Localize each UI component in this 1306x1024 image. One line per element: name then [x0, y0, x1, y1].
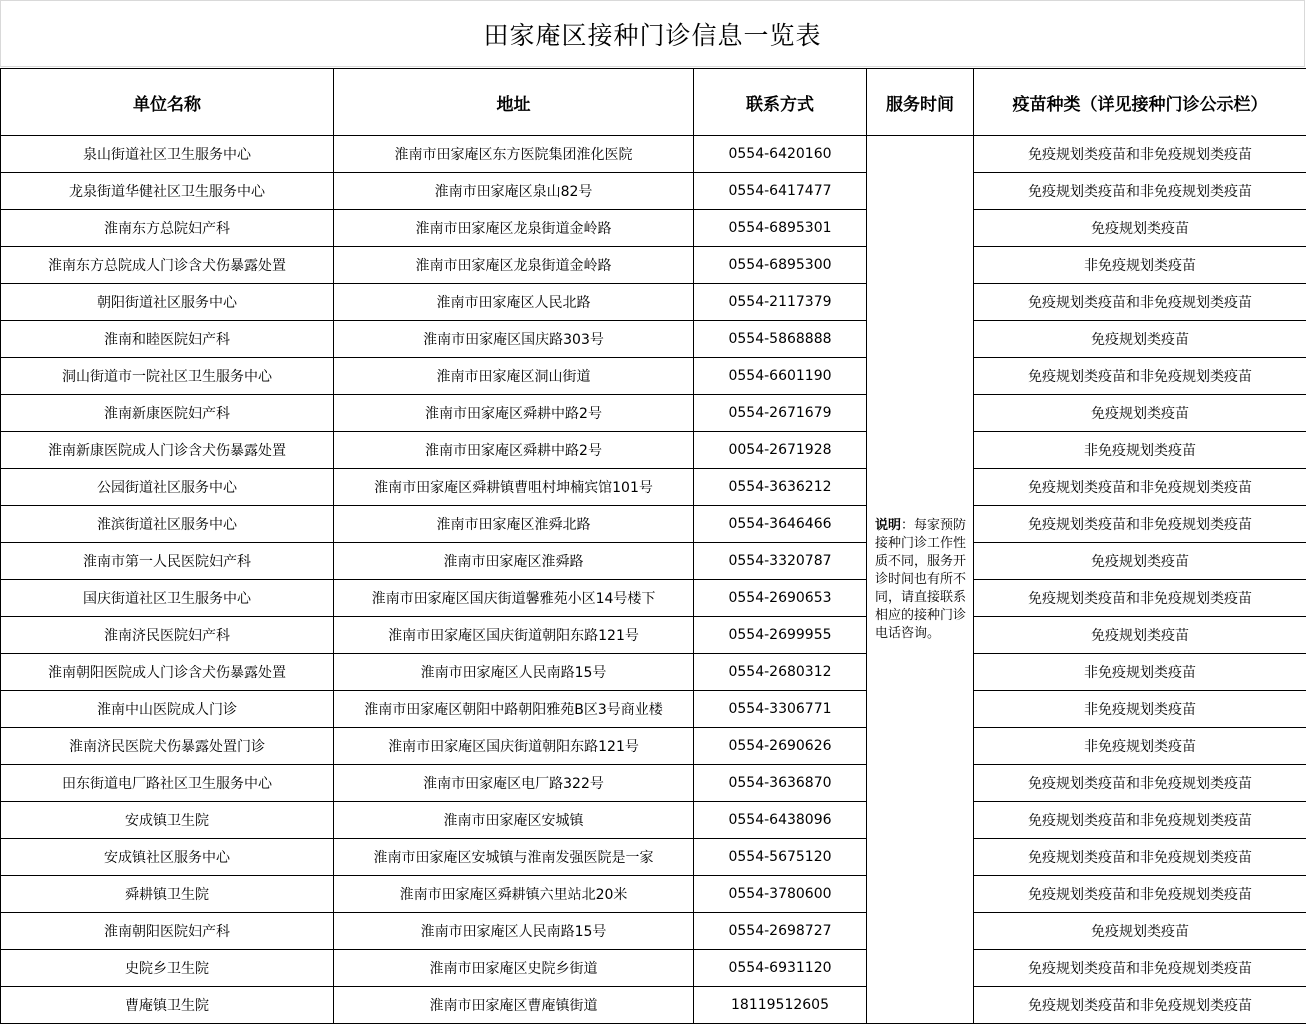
cell-name: 舜耕镇卫生院 — [1, 876, 334, 913]
cell-phone: 0554-3636212 — [694, 469, 867, 506]
table-row — [1, 432, 1306, 469]
cell-phone: 0554-6601190 — [694, 358, 867, 395]
cell-vaccine-type: 免疫规划类疫苗 — [974, 617, 1306, 654]
cell-phone: 0554-5675120 — [694, 839, 867, 876]
cell-address: 淮南市田家庵区史院乡街道 — [334, 950, 694, 987]
cell-phone: 0554-2698727 — [694, 913, 867, 950]
cell-phone: 0554-2699955 — [694, 617, 867, 654]
table-row — [1, 136, 1306, 173]
cell-name: 淮南济民医院妇产科 — [1, 617, 334, 654]
header-vaccine-type: 疫苗种类（详见接种门诊公示栏） — [974, 69, 1306, 136]
cell-phone: 0554-6895301 — [694, 210, 867, 247]
cell-address: 淮南市田家庵区人民南路15号 — [334, 654, 694, 691]
table-row — [1, 839, 1306, 876]
cell-name: 淮南新康医院妇产科 — [1, 395, 334, 432]
cell-address: 淮南市田家庵区舜耕镇六里站北20米 — [334, 876, 694, 913]
cell-phone: 18119512605 — [694, 987, 867, 1024]
cell-name: 淮南新康医院成人门诊含犬伤暴露处置 — [1, 432, 334, 469]
cell-name: 史院乡卫生院 — [1, 950, 334, 987]
cell-phone: 0554-6417477 — [694, 173, 867, 210]
cell-name: 龙泉街道华健社区卫生服务中心 — [1, 173, 334, 210]
cell-name: 淮南东方总院妇产科 — [1, 210, 334, 247]
cell-address: 淮南市田家庵区龙泉街道金岭路 — [334, 210, 694, 247]
table-row — [1, 913, 1306, 950]
cell-name: 国庆街道社区卫生服务中心 — [1, 580, 334, 617]
cell-vaccine-type: 免疫规划类疫苗和非免疫规划类疫苗 — [974, 987, 1306, 1024]
cell-name: 淮南朝阳医院妇产科 — [1, 913, 334, 950]
cell-vaccine-type: 免疫规划类疫苗 — [974, 321, 1306, 358]
table-row — [1, 654, 1306, 691]
table-row — [1, 173, 1306, 210]
cell-name: 曹庵镇卫生院 — [1, 987, 334, 1024]
cell-vaccine-type: 免疫规划类疫苗和非免疫规划类疫苗 — [974, 284, 1306, 321]
cell-address: 淮南市田家庵区龙泉街道金岭路 — [334, 247, 694, 284]
cell-address: 淮南市田家庵区舜耕中路2号 — [334, 395, 694, 432]
cell-vaccine-type: 免疫规划类疫苗和非免疫规划类疫苗 — [974, 506, 1306, 543]
cell-address: 淮南市田家庵区国庆路303号 — [334, 321, 694, 358]
table-row — [1, 765, 1306, 802]
table-row — [1, 321, 1306, 358]
cell-phone: 0554-6931120 — [694, 950, 867, 987]
cell-phone: 0554-2690653 — [694, 580, 867, 617]
cell-vaccine-type: 免疫规划类疫苗 — [974, 913, 1306, 950]
cell-address: 淮南市田家庵区人民北路 — [334, 284, 694, 321]
cell-address: 淮南市田家庵区电厂路322号 — [334, 765, 694, 802]
cell-name: 公园街道社区服务中心 — [1, 469, 334, 506]
table-row — [1, 506, 1306, 543]
table-row — [1, 247, 1306, 284]
cell-address: 淮南市田家庵区淮舜北路 — [334, 506, 694, 543]
cell-name: 淮南济民医院犬伤暴露处置门诊 — [1, 728, 334, 765]
table-row — [1, 728, 1306, 765]
cell-address: 淮南市田家庵区国庆街道朝阳东路121号 — [334, 728, 694, 765]
cell-vaccine-type: 非免疫规划类疫苗 — [974, 247, 1306, 284]
table-row — [1, 876, 1306, 913]
cell-name: 安成镇社区服务中心 — [1, 839, 334, 876]
page-title: 田家庵区接种门诊信息一览表 — [483, 16, 821, 52]
cell-address: 淮南市田家庵区朝阳中路朝阳雅苑B区3号商业楼 — [334, 691, 694, 728]
cell-phone: 0554-6420160 — [694, 136, 867, 173]
cell-address: 淮南市田家庵区舜耕中路2号 — [334, 432, 694, 469]
cell-address: 淮南市田家庵区泉山82号 — [334, 173, 694, 210]
cell-name: 洞山街道市一院社区卫生服务中心 — [1, 358, 334, 395]
cell-address: 淮南市田家庵区安城镇 — [334, 802, 694, 839]
note-label: 说明 — [875, 518, 901, 533]
cell-phone: 0554-5868888 — [694, 321, 867, 358]
cell-address: 淮南市田家庵区国庆街道朝阳东路121号 — [334, 617, 694, 654]
cell-name: 淮南东方总院成人门诊含犬伤暴露处置 — [1, 247, 334, 284]
cell-address: 淮南市田家庵区淮舜路 — [334, 543, 694, 580]
table-row — [1, 691, 1306, 728]
cell-phone: 0554-2680312 — [694, 654, 867, 691]
cell-vaccine-type: 免疫规划类疫苗和非免疫规划类疫苗 — [974, 876, 1306, 913]
cell-vaccine-type: 免疫规划类疫苗 — [974, 543, 1306, 580]
cell-vaccine-type: 免疫规划类疫苗和非免疫规划类疫苗 — [974, 765, 1306, 802]
cell-name: 田东街道电厂路社区卫生服务中心 — [1, 765, 334, 802]
cell-phone: 0554-6895300 — [694, 247, 867, 284]
cell-phone: 0554-2690626 — [694, 728, 867, 765]
table-row — [1, 617, 1306, 654]
cell-vaccine-type: 免疫规划类疫苗和非免疫规划类疫苗 — [974, 580, 1306, 617]
cell-name: 朝阳街道社区服务中心 — [1, 284, 334, 321]
cell-name: 安成镇卫生院 — [1, 802, 334, 839]
cell-name: 淮南和睦医院妇产科 — [1, 321, 334, 358]
cell-address: 淮南市田家庵区安城镇与淮南发强医院是一家 — [334, 839, 694, 876]
cell-vaccine-type: 免疫规划类疫苗和非免疫规划类疫苗 — [974, 136, 1306, 173]
cell-vaccine-type: 免疫规划类疫苗和非免疫规划类疫苗 — [974, 950, 1306, 987]
cell-address: 淮南市田家庵区舜耕镇曹咀村坤楠宾馆101号 — [334, 469, 694, 506]
cell-address: 淮南市田家庵区曹庵镇街道 — [334, 987, 694, 1024]
header-service-time: 服务时间 — [867, 69, 974, 136]
table-row — [1, 802, 1306, 839]
cell-phone: 0554-3646466 — [694, 506, 867, 543]
header-name: 单位名称 — [1, 69, 334, 136]
table-row — [1, 358, 1306, 395]
table-row — [1, 987, 1306, 1024]
cell-address: 淮南市田家庵区洞山街道 — [334, 358, 694, 395]
service-time-note — [867, 136, 974, 1024]
cell-name: 泉山街道社区卫生服务中心 — [1, 136, 334, 173]
table-row — [1, 210, 1306, 247]
cell-name: 淮南中山医院成人门诊 — [1, 691, 334, 728]
cell-name: 淮南朝阳医院成人门诊含犬伤暴露处置 — [1, 654, 334, 691]
cell-vaccine-type: 免疫规划类疫苗和非免疫规划类疫苗 — [974, 802, 1306, 839]
table-row — [1, 469, 1306, 506]
cell-phone: 0554-3636870 — [694, 765, 867, 802]
table-row — [1, 284, 1306, 321]
clinic-table — [0, 68, 1306, 1024]
cell-phone: 0554-3306771 — [694, 691, 867, 728]
header-phone: 联系方式 — [694, 69, 867, 136]
cell-phone: 0054-2671928 — [694, 432, 867, 469]
cell-vaccine-type: 免疫规划类疫苗 — [974, 210, 1306, 247]
cell-phone: 0554-2117379 — [694, 284, 867, 321]
cell-vaccine-type: 免疫规划类疫苗和非免疫规划类疫苗 — [974, 358, 1306, 395]
table-row — [1, 950, 1306, 987]
cell-name: 淮滨街道社区服务中心 — [1, 506, 334, 543]
cell-phone: 0554-3780600 — [694, 876, 867, 913]
cell-address: 淮南市田家庵区国庆街道馨雅苑小区14号楼下 — [334, 580, 694, 617]
cell-name: 淮南市第一人民医院妇产科 — [1, 543, 334, 580]
table-row — [1, 395, 1306, 432]
cell-vaccine-type: 非免疫规划类疫苗 — [974, 432, 1306, 469]
cell-address: 淮南市田家庵区东方医院集团淮化医院 — [334, 136, 694, 173]
cell-vaccine-type: 免疫规划类疫苗 — [974, 395, 1306, 432]
header-address: 地址 — [334, 69, 694, 136]
header-row — [1, 69, 1306, 136]
cell-vaccine-type: 非免疫规划类疫苗 — [974, 728, 1306, 765]
cell-phone: 0554-6438096 — [694, 802, 867, 839]
cell-address: 淮南市田家庵区人民南路15号 — [334, 913, 694, 950]
cell-phone: 0554-2671679 — [694, 395, 867, 432]
cell-vaccine-type: 免疫规划类疫苗和非免疫规划类疫苗 — [974, 173, 1306, 210]
cell-vaccine-type: 非免疫规划类疫苗 — [974, 691, 1306, 728]
cell-vaccine-type: 非免疫规划类疫苗 — [974, 654, 1306, 691]
title-bar — [0, 0, 1305, 67]
cell-phone: 0554-3320787 — [694, 543, 867, 580]
cell-vaccine-type: 免疫规划类疫苗和非免疫规划类疫苗 — [974, 469, 1306, 506]
table-row — [1, 543, 1306, 580]
table-row — [1, 580, 1306, 617]
note-text: ：每家预防接种门诊工作性质不同，服务开诊时间也有所不同，请直接联系相应的接种门诊电话咨询。 — [875, 518, 966, 641]
cell-vaccine-type: 免疫规划类疫苗和非免疫规划类疫苗 — [974, 839, 1306, 876]
